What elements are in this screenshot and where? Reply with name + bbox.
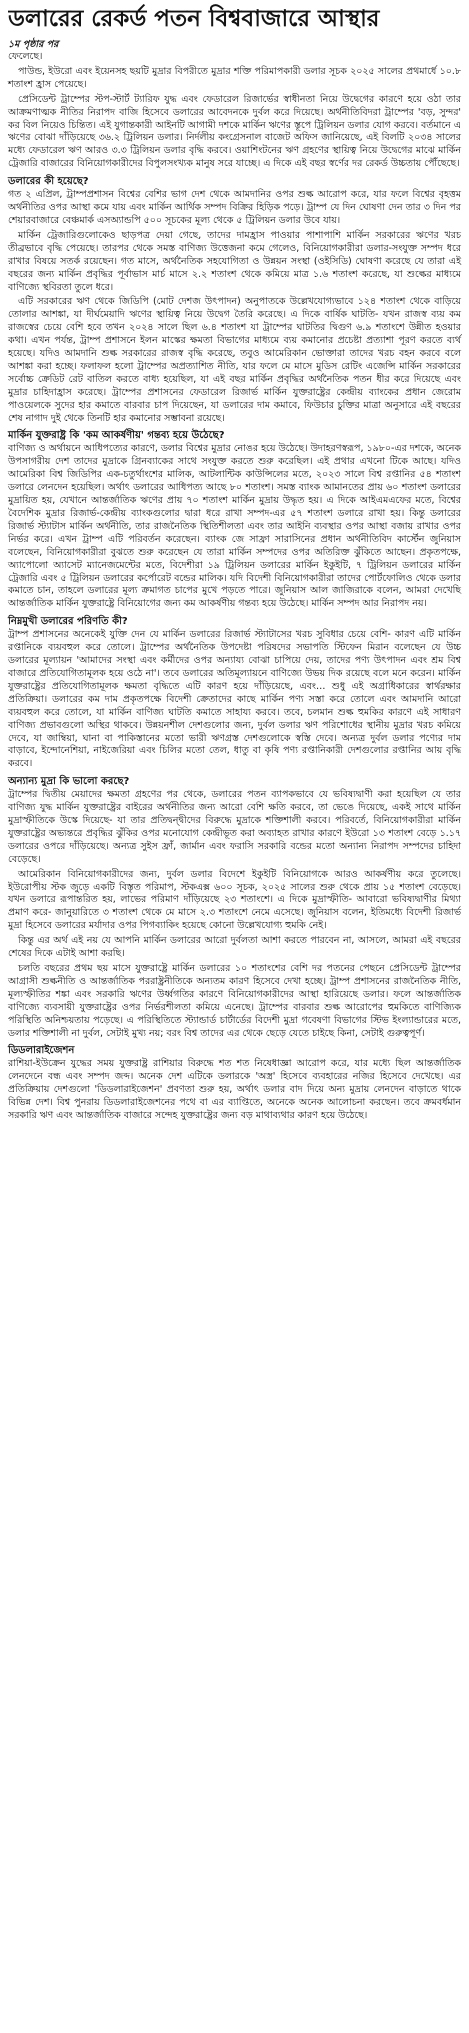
section-paragraph: ট্রাম্প প্রশাসনের অনেকেই যুক্তি দেন যে মার্কিন ডলারের রিজার্ভ স্ট্যাটাসের খরচ সুবিধার চেয়ে বেশি- কারণ এটি মার্কিন রপ্তানিকে ব্যয়বহুল করে তোলে। ট্রাম্পের অর্থনৈতিক উপদেষ্টা পরিষদের সভাপতি স্টিফেন মিরান বলেছেন যে উচ্চ ডলারের মূল্যায়ন 'আমাদের সংস্থা এবং কর্মীদের ওপর অন্যায্য বোঝা চাপিয়ে দেয়, তাদের পণ্য উৎপাদন এবং শ্রম বিশ্ব বাজারে প্রতিযোগিতামূলক হয়ে ওঠে না'। তবে ডলারের অতিমূল্যায়নে বাণিজ্যে উভয় দিক রয়েছে বলে মনে করেন। মার্কিন যুক্তরাষ্ট্রের প্রতিযোগিতামূলক ক্ষমতা বৃদ্ধিতে এটি কারণ হয়ে দাঁড়িয়েছে, এবং… শুধু এই অগ্রাধিকারের স্বার্থরক্ষার প্রতিক্রিয়া। ডলারের কম দাম প্রকৃতপক্ষে বিদেশী ক্রেতাদের কাছে মার্কিন পণ্য সস্তা করে তোলে এবং আমদানি আরো ব্যয়বহুল করে তোলে, যা মার্কিন বাণিজ্য ঘাটতি কমাতে সাহায্য করবে। তবে, চলমান শুল্ক হুমকির কারণে এই সাধারণ বাণিজ্য প্রভাবগুলো অস্থির থাকবে। উন্নয়নশীল দেশগুলোর জন্য, দুর্বল ডলার ঋণ পরিশোধের স্থানীয় মুদ্রার খরচ কমিয়ে দেবে, যা জাম্বিয়া, ঘানা বা পাকিস্তানের মতো ভারী ঋণগ্রস্ত দেশগুলোকে স্বস্তি দেবে। অন্যত্র দুর্বল ডলার পণ্যের দাম বাড়াবে, ইন্দোনেশিয়া, নাইজেরিয়া এবং চিলির মতো তেল, ধাতু বা কৃষি পণ্য রপ্তানিকারী দেশগুলোর রপ্তানির আয় বৃদ্ধি করবে। xyxy=(8,629,461,770)
section-consequences xyxy=(8,615,461,771)
section-paragraph: এটি সরকারের ঋণ থেকে জিডিপি (মোট দেশজ উৎপাদন) অনুপাতকে উল্লেখযোগ্যভাবে ১২৪ শতাংশ থেকে বাড়িয়ে তোলার আশঙ্কা, যা দীর্ঘমেয়াদি ঋণের স্থায়িত্ব নিয়ে উদ্বেগ তৈরি করেছে। এ দিকে বার্ষিক ঘাটতি- যখন রাজস্ব ব্যয় কম রাজস্বের চেয়ে বেশি হবে তখন ২০২৪ সালে ছিল ৬.৪ শতাংশ যা ট্রাম্পের ঘাটতির দ্বিগুণ ৬.৯ শতাংশে উন্নীত হওয়ার কথা। এখন পর্যন্ত, ট্রাম্প প্রশাসনে ইলন মাস্কের ক্ষমতা বিভাগের মাধ্যমে ব্যয় কমানোর প্রচেষ্টা প্রত্যাশা পূরণ করতে ব্যর্থ হয়েছে। যদিও আমদানি শুল্ক সরকারের রাজস্ব বৃদ্ধি করেছে, তবুও আমেরিকান ভোক্তারা তাদের খরচ বহন করবে বলে আশঙ্কা করা হচ্ছে। ফলাফল হলো ট্রাম্পের অপ্রত্যাশিত নীতি, যার ফলে মে মাসে মুডিস রেটিং এজেন্সি মার্কিন সরকারের সর্বোচ্চ ক্রেডিট রেট বাতিল করতে বাধ্য হয়েছিল, যা এই বছর মার্কিন প্রবৃদ্ধির অর্থনৈতিক পতন ধীর করে দিয়েছে এবং মুদ্রার চাহিদাহ্রাস করেছে। ট্রাম্পের প্রশাসনের ফেডারেল রিজার্ভ মার্কিন যুক্তরাষ্ট্রের কেন্দ্রীয় ব্যাংকের প্রধান জেরোম পাওয়েলকে সুদের হার কমাতে বারবার চাপ দিয়েছেন, যা ডলারের দাম কমাবে, ফিউচার চুক্তির মাত্রা অনুসারে এই বছরের শেষ নাগাদ দুই থেকে তিনটি হার কমানোর সম্ভাবনা রয়েছে। xyxy=(8,296,461,424)
section-less-attractive xyxy=(8,429,461,611)
section-paragraph: চলতি বছরের প্রথম ছয় মাসে যুক্তরাষ্ট্রে মার্কিন ডলারের ১০ শতাংশের বেশি দর পতনের পেছনে প্রেসিডেন্ট ট্রাম্পের আগ্রাসী শুল্কনীতি ও আন্তর্জাতিক পররাষ্ট্রনীতিকে অন্যতম কারণ হিসেবে দেখা হচ্ছে। ট্রাম্প প্রশাসনের রাজনৈতিক নীতি, মূল্যস্ফীতির শঙ্কা এবং সরকারি ঋণের উর্ধ্বগতির কারণে বিনিয়োগকারীদের আস্থা হারিয়েছে ডলার। ফলে আন্তর্জাতিক বাণিজ্যে ব্যবসায়ী যুক্তরাষ্ট্রের ওপর নির্ভরশীলতা কমিয়ে এনেছে। ট্রাম্পের বারবার শুল্ক আরোপের হুমকিতে বাণিজ্যিক পরিস্থিতি অনিশ্চয়তায় পড়েছে। এ পরিস্থিতিতে স্ট্যান্ডার্ড চার্টার্ডের বিদেশী মুদ্রা গবেষণা বিভাগের স্টিভ ইংল্যান্ডারের মতে, ডলার শক্তিশালী না দুর্বল, সেটাই মুখ্য নয়; বরং বিশ্ব তাদের এর থেকে ছেড়ে যেতে চাইছে কিনা, সেটাই গুরুত্বপূর্ণ। xyxy=(8,963,461,1039)
lead-paragraph: ফেলেছে। xyxy=(8,51,43,62)
section-heading: মার্কিন যুক্তরাষ্ট্র কি 'কম আকর্ষণীয়' গন্তব্য হয়ে উঠেছে? xyxy=(8,430,225,442)
section-dedollarization xyxy=(8,1044,461,1123)
section-paragraph: গত ২ এপ্রিল, ট্রাম্পপ্রশাসন বিশ্বের বেশির ভাগ দেশ থেকে আমদানির ওপর শুল্ক আরোপ করে, যার ফলে বিশ্বের বৃহত্তম অর্থনীতির ওপর আস্থা কমে যায় এবং মার্কিন আর্থিক সম্পদ বিক্রির হিড়িক পড়ে। ট্রাম্প যে দিন ঘোষণা দেন তার ৩ দিন পর শেয়ারবাজারে বেঞ্চমার্ক এসঅ্যান্ডপি ৫০০ সূচকের মূল্য থেকে ৫ ট্রিলিয়ন ডলার উবে যায়। xyxy=(8,189,461,226)
section-heading: ডিডলারাইজেশন xyxy=(8,1045,75,1057)
section-paragraph: আমেরিকান বিনিয়োগকারীদের জন্য, দুর্বল ডলার বিদেশে ইকুইটি বিনিয়োগকে আরও আকর্ষণীয় করে তুলেছে। ইউরোপীয় স্টক জুড়ে একটি বিস্তৃত পরিমাপ, স্টকএক্স ৬০০ সূচক, ২০২৫ সালের শুরু থেকে প্রায় ১৫ শতাংশ বেড়েছে। যখন ডলারে রূপান্তরিত হয়, লাভের পরিমাণ দাঁড়িয়েছে ২৩ শতাংশে। এ দিকে মুদ্রাস্ফীতি- আবারো ভবিষ্যদ্বাণীর মিথ্যা প্রমাণ করে- জানুয়ারিতে ৩ শতাংশ থেকে মে মাসে ২.৩ শতাংশে নেমে এসেছে। জুনিয়াস বলেন, ইতিমধ্যে বিদেশী রিজার্ভ মুদ্রা হিসেবে ডলারের মর্যাদার ওপর পিগব্যাকিং হয়েছে কোনো উল্লেখযোগ্য হুমকি নেই। xyxy=(8,868,461,932)
headline: ডলারের রেকর্ড পতন বিশ্ববাজারে আস্থার xyxy=(8,6,380,32)
continued-from-label: ১ম পৃষ্ঠার পর xyxy=(8,39,59,50)
section-what-happened xyxy=(8,175,461,425)
section-paragraph: ট্রাম্পের দ্বিতীয় মেয়াদের ক্ষমতা গ্রহণের পর থেকে, ডলারের পতন ব্যাপকভাবে যে ভবিষ্যদ্বাণী করা হয়েছিল যে তার বাণিজ্য যুদ্ধ মার্কিন যুক্তরাষ্ট্রের বাইরের অর্থনীতির জন্য আরো বেশি ক্ষতি করবে, তা ভেঙে দিয়েছে, একই সাথে মার্কিন মুদ্রাস্ফীতিকে উস্কে দিয়েছে- যা তার প্রতিদ্বন্দ্বীদের বিরুদ্ধে মুদ্রাকে শক্তিশালী করবে। পরিবর্তে, বিনিয়োগকারীরা মার্কিন যুক্তরাষ্ট্রের অভ্যন্তরে প্রবৃদ্ধির ঝুঁকির ওপর মনোযোগ কেন্দ্রীভূত করা অব্যাহত রাখার কারণে ইউরো ১৩ শতাংশ বেড়ে ১.১৭ ডলারের ওপরে দাঁড়িয়েছে। অন্যত্র সুইস ফ্রাঁ, জার্মান এবং ফরাসি সরকারি বন্ডের মতো অন্যান্য নিরাপদ সম্পদের চাহিদা বেড়েছে। xyxy=(8,789,461,865)
section-paragraph: কিন্তু এর অর্থ এই নয় যে আপনি মার্কিন ডলারের আরো দুর্বলতা আশা করতে পারবেন না, আসলে, আমরা এই বছরের শেষের দিকে এটাই আশা করছি। xyxy=(8,935,461,960)
section-heading: অন্যান্য মুদ্রা কি ভালো করছে? xyxy=(8,776,130,788)
section-other-currencies xyxy=(8,775,461,1040)
section-paragraph: রাশিয়া-ইউক্রেন যুদ্ধের সময় যুক্তরাষ্ট্র রাশিয়ার বিরুদ্ধে শত শত নিষেধাজ্ঞা আরোপ করে, যার মধ্যে ছিল আন্তর্জাতিক লেনদেনে বন্ধ এবং সম্পদ জব্দ। অনেক দেশ এটিকে ডলারকে 'অস্ত্র' হিসেবে ব্যবহারের নজির হিসেবে দেখেছে। এর প্রতিক্রিয়ায় দেশগুলো 'ডিডলারাইজেশন' প্রবণতা শুরু হয়, অর্থাৎ ডলার বাদ দিয়ে অন্য মুদ্রায় লেনদেন বাড়াতে থাকে বিভিন্ন দেশ। বিশ্ব পুনরায় ডিডলারাইজেশনের পথে বা এর ব্যাপ্তিতে, অনেকে অনেক আলোচনা করছেন। তবে ক্রমবর্ধমান সরকারি ঋণ এবং আন্তর্জাতিক বাজারে সন্দেহ যুক্তরাষ্ট্রের জন্য বড় মাথাব্যথার কারণ হয়ে উঠেছে। xyxy=(8,1058,461,1122)
section-paragraph: মার্কিন ট্রেজারিগুলোকেও ছাড়পত্র দেয়া গেছে, তাদের দামহ্রাস পাওয়ার পাশাপাশি মার্কিন সরকারের ঋণের খরচ তীব্রভাবে বৃদ্ধি পেয়েছে। তারপর থেকে সমস্ত বাণিজ্য উত্তেজনা কমে গেলেও, বিনিয়োগকারীরা ডলার-সংযুক্ত সম্পদ ধরে রাখার বিষয়ে সতর্ক রয়েছেন। গত মাসে, অর্থনৈতিক সহযোগিতা ও উন্নয়ন সংস্থা (ওইসিডি) ঘোষণা করেছে যে তারা এই বছরের জন্য মার্কিন প্রবৃদ্ধির পূর্বাভাস মার্চ মাসে ২.২ শতাংশ থেকে কমিয়ে মাত্র ১.৬ শতাংশ করেছে, যা শুল্কের মাধ্যমে বাণিজ্যে স্থবিরতা তুলে ধরে। xyxy=(8,229,461,293)
section-paragraph: বাণিজ্য ও অর্থায়নে আধিপত্যের কারণে, ডলার বিশ্বের মুদ্রার নোঙর হয়ে উঠেছে। উদাহরণস্বরূপ, ১৯৮০-এর দশকে, অনেক উপসাগরীয় দেশ তাদের মুদ্রাকে গ্রিনব্যাকের সাথে সংযুক্ত করতে শুরু করেছিল। এই প্রথার এখনো টিকে আছে। যদিও আমেরিকা বিশ্ব জিডিপির এক-চতুর্থাংশের মালিক, আটলান্টিক কাউন্সিলের মতে, ২০২৩ সালে বিশ্ব রপ্তানির ৫৪ শতাংশ ডলারে লেনদেন হয়েছিল। অর্থাৎ ডলারের আধিপত্য আছে ৮০ শতাংশ। সমস্ত ব্যাংক আমানতের প্রায় ৬০ শতাংশ ডলারের মুদ্রায়িত হয়, যেখানে আন্তর্জাতিক ঋণের প্রায় ৭০ শতাংশ মার্কিন মুদ্রায় উদ্ধৃত হয়। এ দিকে আইএমএফের মতে, বিশ্বের বৈদেশিক মুদ্রার রিজার্ভ-কেন্দ্রীয় ব্যাংকগুলোর দ্বারা ধরে রাখা সম্পদ-এর ৫৭ শতাংশ ডলারে রাখা হয়। কিন্তু ডলারের রিজার্ভ স্ট্যাটাস মার্কিন অর্থনীতি, তার রাজনৈতিক স্থিতিশীলতা এবং তার আইনি ব্যবস্থার ওপর আস্থা বজায় রাখার ওপর নির্ভর করে। এখন ট্রাম্প এটি পরিবর্তন করেছেন। ব্যাংক জে সাফ্রা সারাসিনের প্রধান অর্থনীতিবিদ কার্স্টেন জুনিয়াস বলেছেন, বিনিয়োগকারীরা বুঝতে শুরু করেছেন যে তারা মার্কিন সম্পদের ওপর অতিরিক্ত ঝুঁকিতে আছেন। প্রকৃতপক্ষে, অ্যাপোলো অ্যাসেট ম্যানেজমেন্টের মতে, বিদেশীরা ১৯ ট্রিলিয়ন ডলারের মার্কিন ইকুইটি, ৭ ট্রিলিয়ন ডলারের মার্কিন ট্রেজারি এবং ৫ ট্রিলিয়ন ডলারের কর্পোরেট বন্ডের মালিক। যদি বিদেশী বিনিয়োগকারীরা তাদের পোর্টফোলিও থেকে ডলার কমাতে চান, তাহলে ডলারের মূল্য ক্রমাগত চাপের মুখে পড়তে পারে। জুনিয়াস আল জাজিরাকে বলেন, আমরা দেখেছি আন্তর্জাতিক মার্কিন যুক্তরাষ্ট্রে বিনিয়োগের জন্য কম আকর্ষণীয় গন্তব্য হয়ে উঠেছে। মার্কিন সম্পদ আর নিরাপদ নয়। xyxy=(8,443,461,610)
lead-block xyxy=(8,51,461,171)
section-heading: নিম্নমুখী ডলারের পরিণতি কী? xyxy=(8,616,128,628)
lead-paragraph: প্রেসিডেন্ট ট্রাম্পের স্টপ-স্টার্ট ট্যারিফ যুদ্ধ এবং ফেডারেল রিজার্ভের স্বাধীনতা নিয়ে উদ্বেগের কারণে হয়ে ওঠা তার আক্রমণাত্মক নীতির নিরাপদ বাজি হিসেবে ডলারের আবেদনকে দুর্বল করে দিয়েছে। অর্থনীতিবিদরা ট্রাম্পের 'বড়, সুন্দর' কর বিল নিয়েও চিন্তিত। এই যুগান্তকারী আইনটি আগামী দশকে মার্কিন ঋণের স্তূপে ট্রিলিয়ন ডলার যোগ করবে। বর্তমানে এ ঋণের বোঝা দাঁড়িয়েছে ৩৬.২ ট্রিলিয়ন ডলার। নির্দলীয় কংগ্রেসনাল বাজেট অফিস জানিয়েছে, এই বিলটি ২০৩৪ সালের মধ্যে ফেডারেল ঋণ আরও ৩.৩ ট্রিলিয়ন ডলার বৃদ্ধি করবে। ওয়াশিংটনের ঋণ গ্রহণের স্থায়িত্ব নিয়ে উদ্বেগের মাঝে মার্কিন ট্রেজারি বাজারের বিনিয়োগকারীদের বিপুলসংখ্যক মানুষ সরে যাচ্ছে। এ দিকে এই বছর স্বর্ণের দর রেকর্ড উচ্চতায় পৌঁছেছে। xyxy=(8,93,461,170)
section-heading: ডলারের কী হয়েছে? xyxy=(8,176,89,188)
lead-paragraph: পাউন্ড, ইউরো এবং ইয়েনসহ ছয়টি মুদ্রার বিপরীতে মুদ্রার শক্তি পরিমাপকারী ডলার সূচক ২০২৫ সালের প্রথমার্ধে ১০.৮ শতাংশ হ্রাস পেয়েছে। xyxy=(8,65,461,90)
